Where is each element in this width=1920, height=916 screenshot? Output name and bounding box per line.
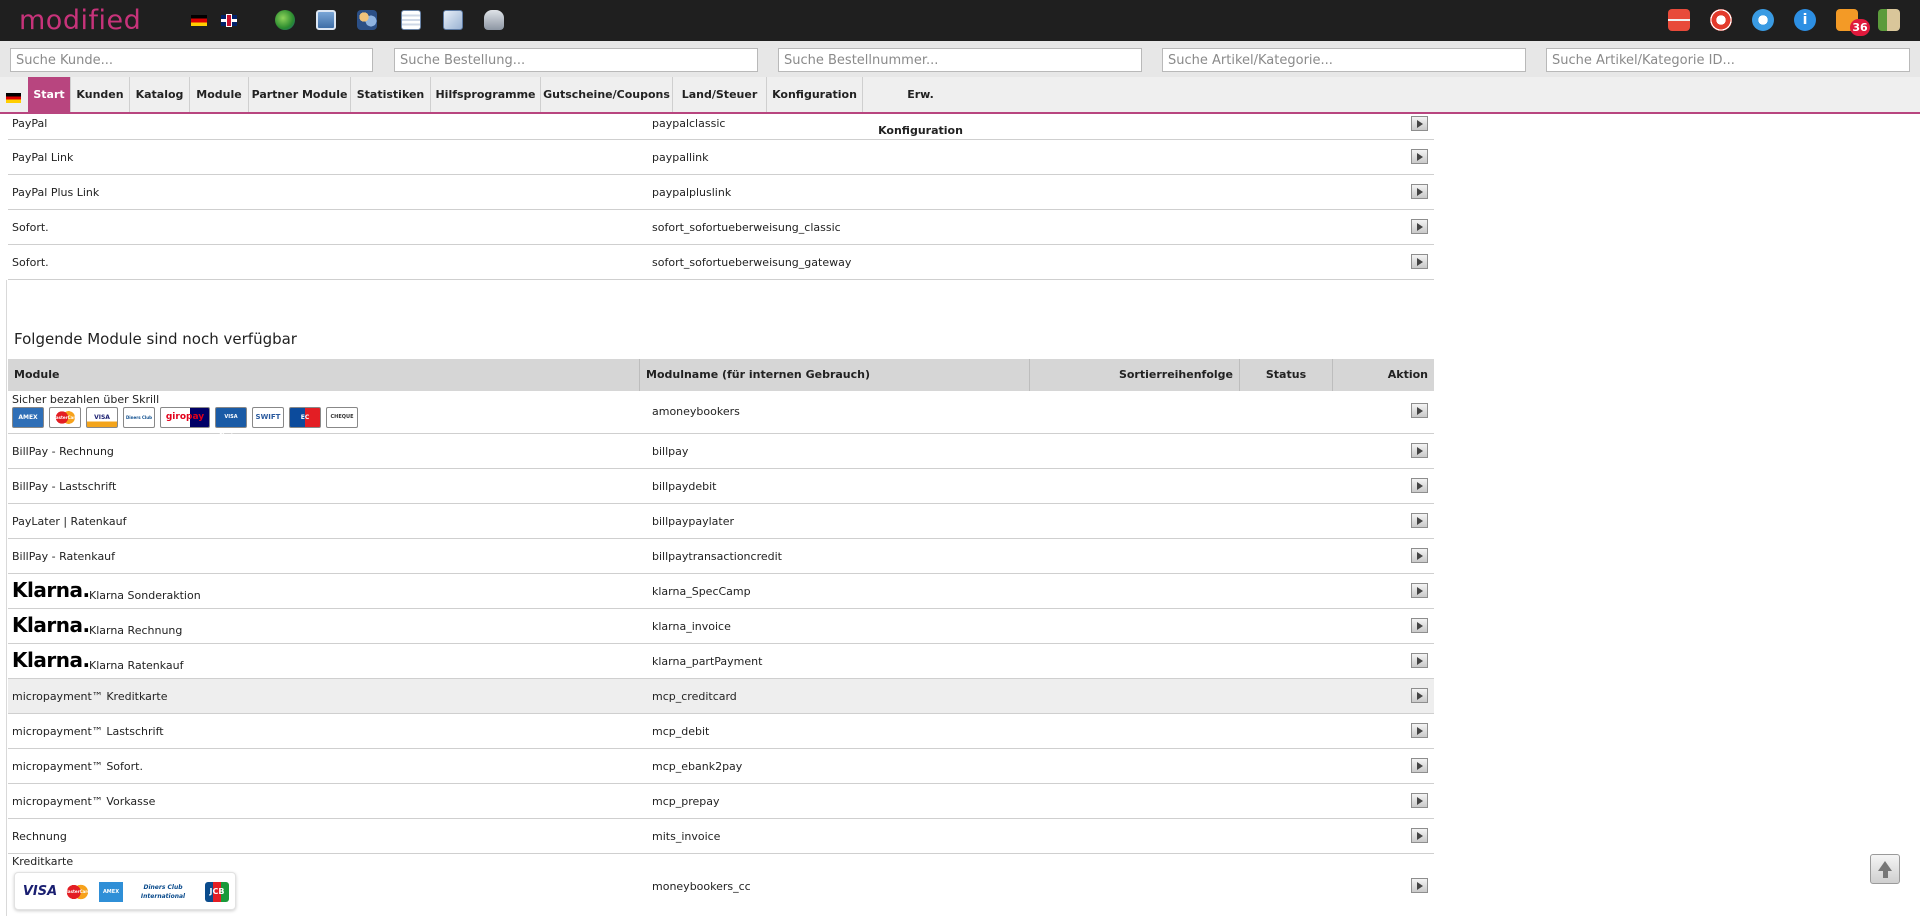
table-row[interactable] (8, 116, 1434, 140)
module-title: PayPal (12, 117, 48, 130)
amex-icon: AMEX (99, 882, 123, 902)
credit-card-icons (14, 872, 236, 910)
module-code: mcp_prepay (652, 795, 720, 808)
col-module-name[interactable]: Modulname (für internen Gebrauch) (640, 359, 1030, 391)
module-code: amoneybookers (652, 405, 740, 418)
mastercard-icon: MasterCard (49, 407, 81, 428)
module-code: mcp_debit (652, 725, 710, 738)
edit-arrow-icon[interactable] (1411, 149, 1428, 164)
module-code: klarna_SpecCamp (652, 585, 751, 598)
edit-arrow-icon[interactable] (1411, 618, 1428, 633)
nav-statistiken[interactable]: Statistiken (351, 77, 431, 112)
jcb-icon: JCB (205, 882, 229, 902)
table-header (8, 359, 1434, 391)
update-refresh-icon[interactable] (1752, 9, 1774, 31)
edit-arrow-icon[interactable] (1411, 723, 1428, 738)
edit-arrow-icon[interactable] (1411, 653, 1428, 668)
klarna-logo: Klarna. (12, 648, 90, 672)
modified-logo[interactable]: modified (19, 5, 142, 36)
orders-icon[interactable] (316, 10, 336, 30)
module-list (0, 116, 1920, 916)
klarna-logo: Klarna. (12, 578, 90, 602)
documents-icon[interactable] (443, 10, 463, 30)
edit-arrow-icon[interactable] (1411, 793, 1428, 808)
edit-arrow-icon[interactable] (1411, 478, 1428, 493)
visa-icon: VISA (22, 884, 58, 899)
visa-electron-icon: VISA Electron (215, 407, 247, 428)
top-bar (0, 0, 1920, 41)
section-title: Folgende Module sind noch verfügbar (14, 330, 297, 348)
edit-arrow-icon[interactable] (1411, 828, 1428, 843)
module-code: sofort_sofortueberweisung_classic (652, 221, 841, 234)
info-icon[interactable]: i (1794, 9, 1816, 31)
edit-arrow-icon[interactable] (1411, 758, 1428, 773)
nav-katalog[interactable]: Katalog (130, 77, 190, 112)
table-row[interactable] (8, 434, 1434, 469)
module-title: Klarna Rechnung (89, 624, 183, 637)
module-title: BillPay - Rechnung (12, 445, 114, 458)
edit-arrow-icon[interactable] (1411, 254, 1428, 269)
support-lifebuoy-icon[interactable] (1710, 9, 1732, 31)
module-code: billpay (652, 445, 689, 458)
table-row[interactable] (8, 784, 1434, 819)
search-customer-input[interactable] (10, 48, 373, 72)
nav-konfiguration[interactable]: Konfiguration (767, 77, 863, 112)
table-row[interactable] (8, 609, 1434, 644)
nav-module[interactable]: Module (190, 77, 249, 112)
search-article-id-input[interactable] (1546, 48, 1910, 72)
table-row[interactable] (8, 175, 1434, 210)
german-flag-icon[interactable] (6, 93, 21, 103)
diners-club-icon: Diners Club International (140, 884, 186, 900)
table-row[interactable] (8, 245, 1434, 280)
shop-icon[interactable] (1668, 9, 1690, 31)
nav-kunden[interactable]: Kunden (71, 77, 130, 112)
table-row[interactable] (8, 140, 1434, 175)
table-row[interactable] (8, 644, 1434, 679)
rss-badge: 36 (1850, 19, 1870, 36)
edit-arrow-icon[interactable] (1411, 513, 1428, 528)
edit-arrow-icon[interactable] (1411, 878, 1428, 893)
search-order-input[interactable] (394, 48, 758, 72)
col-status[interactable]: Status (1240, 359, 1333, 391)
nav-start[interactable]: Start (28, 77, 71, 112)
module-title: Sofort. (12, 221, 49, 234)
module-title: BillPay - Lastschrift (12, 480, 117, 493)
module-code: klarna_invoice (652, 620, 731, 633)
module-title: micropayment™ Sofort. (12, 760, 143, 773)
website-globe-icon[interactable] (275, 10, 295, 30)
database-icon[interactable] (484, 10, 504, 30)
module-title: PayPal Plus Link (12, 186, 100, 199)
swift-icon: SWIFT (252, 407, 284, 428)
amex-icon: AMEX (12, 407, 44, 428)
table-row[interactable] (8, 679, 1434, 714)
module-code: mits_invoice (652, 830, 721, 843)
edit-arrow-icon[interactable] (1411, 403, 1428, 418)
nav-erw-konfiguration[interactable]: Erw. Konfiguration (878, 88, 963, 137)
module-code: mcp_creditcard (652, 690, 737, 703)
table-row[interactable] (8, 210, 1434, 245)
module-title: Sicher bezahlen über Skrill (12, 393, 160, 406)
edit-arrow-icon[interactable] (1411, 443, 1428, 458)
table-row[interactable] (8, 469, 1434, 504)
klarna-logo: Klarna. (12, 613, 90, 637)
col-module[interactable]: Module (8, 359, 640, 391)
table-row[interactable] (8, 539, 1434, 574)
edit-arrow-icon[interactable] (1411, 184, 1428, 199)
logout-icon[interactable] (1878, 9, 1900, 31)
module-code: billpaydebit (652, 480, 717, 493)
module-title: Kreditkarte (12, 855, 74, 868)
module-code: mcp_ebank2pay (652, 760, 743, 773)
customers-icon[interactable] (357, 10, 377, 30)
table-row[interactable] (8, 854, 1434, 916)
module-code: billpaytransactioncredit (652, 550, 782, 563)
module-title: micropayment™ Kreditkarte (12, 690, 168, 703)
ec-icon: EC (289, 407, 321, 428)
edit-arrow-icon[interactable] (1411, 548, 1428, 563)
table-row[interactable] (8, 391, 1434, 439)
table-row[interactable] (8, 714, 1434, 749)
edit-arrow-icon[interactable] (1411, 116, 1428, 131)
nav-land-steuer[interactable]: Land/Steuer (673, 77, 767, 112)
table-row[interactable] (8, 574, 1434, 609)
giropay-icon: giropay (160, 407, 210, 428)
module-code: klarna_partPayment (652, 655, 763, 668)
module-code: sofort_sofortueberweisung_gateway (652, 256, 852, 269)
module-title: micropayment™ Lastschrift (12, 725, 164, 738)
module-code: paypalclassic (652, 117, 726, 130)
edit-arrow-icon[interactable] (1411, 583, 1428, 598)
module-title: BillPay - Ratenkauf (12, 550, 116, 563)
diners-icon: Diners Club (123, 407, 155, 428)
module-code: paypallink (652, 151, 709, 164)
search-order-number-input[interactable] (778, 48, 1142, 72)
module-title: PayPal Link (12, 151, 74, 164)
module-title: Klarna Sonderaktion (89, 589, 201, 602)
checklist-icon[interactable] (401, 10, 421, 30)
module-title: Rechnung (12, 830, 67, 843)
module-title: Klarna Ratenkauf (89, 659, 184, 672)
table-left-border (6, 280, 7, 916)
module-code: billpaypaylater (652, 515, 735, 528)
nav-hilfsprogramme[interactable]: Hilfsprogramme (431, 77, 541, 112)
cheque-icon: CHEQUE (326, 407, 358, 428)
col-sort-order[interactable]: Sortierreihenfolge (1030, 359, 1240, 391)
mastercard-icon: MasterCard (61, 882, 93, 902)
table-row[interactable] (8, 749, 1434, 784)
search-article-input[interactable] (1162, 48, 1526, 72)
scroll-to-top-button[interactable] (1870, 854, 1900, 884)
col-action[interactable]: Aktion (1387, 368, 1428, 381)
module-title: PayLater | Ratenkauf (12, 515, 127, 528)
module-code: moneybookers_cc (652, 880, 751, 893)
visa-icon: VISA (86, 407, 118, 428)
search-bar (0, 41, 1920, 77)
table-row[interactable] (8, 504, 1434, 539)
module-title: Sofort. (12, 256, 49, 269)
nav-partner-module[interactable]: Partner Module (249, 77, 351, 112)
english-flag-icon[interactable] (221, 15, 237, 26)
edit-arrow-icon[interactable] (1411, 219, 1428, 234)
module-title: micropayment™ Vorkasse (12, 795, 156, 808)
edit-arrow-icon[interactable] (1411, 688, 1428, 703)
german-flag-icon[interactable] (191, 15, 207, 26)
table-row[interactable] (8, 819, 1434, 854)
module-code: paypalpluslink (652, 186, 732, 199)
nav-gutscheine[interactable]: Gutscheine/Coupons (541, 77, 673, 112)
